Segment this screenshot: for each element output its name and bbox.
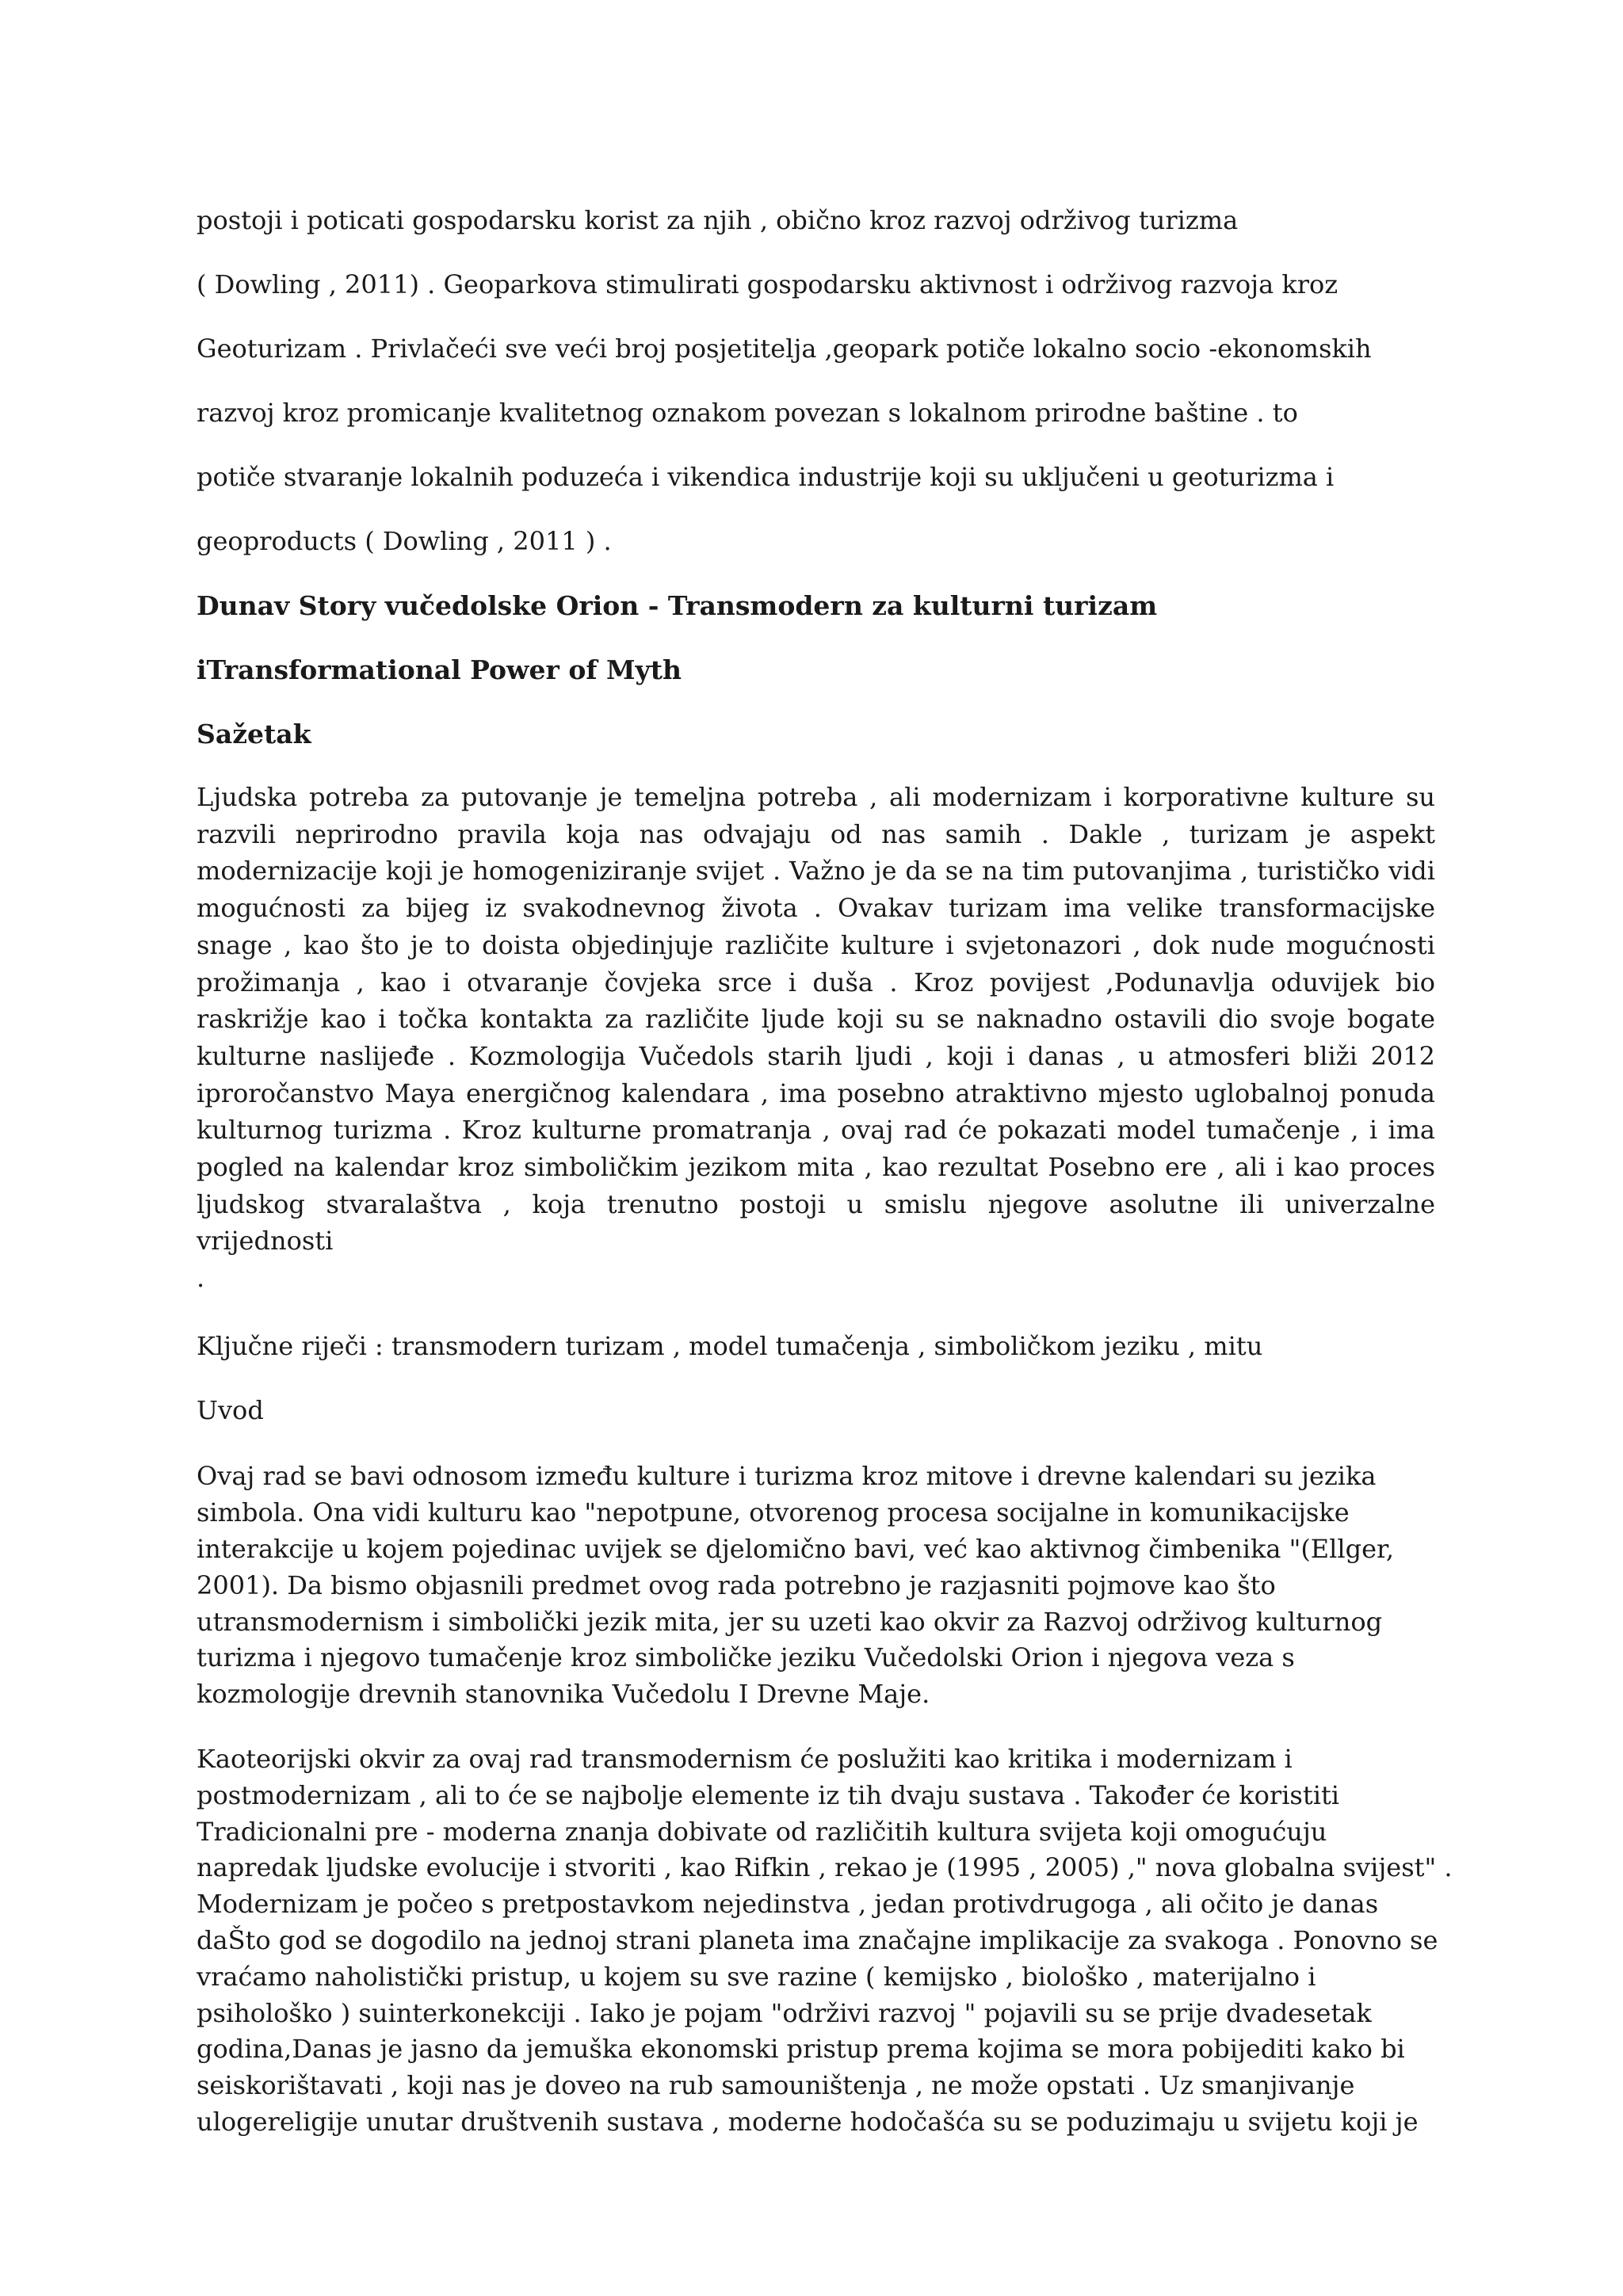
uvod-heading: Uvod: [197, 1394, 264, 1425]
text-line: Kaoteorijski okvir za ovaj rad transmodernism će poslužiti kao kritika i modernizam i: [197, 1744, 1293, 1775]
text-line: seiskorištavati , koji nas je doveo na rub samouništenja , ne može opstati . Uz smanjivanje: [197, 2070, 1355, 2101]
body-paragraph-2: [197, 1741, 1453, 2141]
abstract-paragraph: [197, 779, 1435, 1297]
article-subtitle: iTransformational Power of Myth: [197, 654, 682, 685]
text-line: Ovaj rad se bavi odnosom između kulture i turizma kroz mitove i drevne kalendari su jezika: [197, 1461, 1377, 1492]
text-line: napredak ljudske evolucije i stvoriti , kao Rifkin , rekao je (1995 , 2005) ," nova globalna svijest" .: [197, 1852, 1453, 1883]
text-line: daŠto god se dogodilo na jednoj strani planeta ima značajne implikacije za svakoga . Ponovno se: [197, 1925, 1438, 1955]
text-line: mogućnosti za bijeg iz svakodnevnog života . Ovakav turizam ima velike transformacijske: [197, 893, 1435, 924]
text-line: Geoturizam . Privlačeći sve veći broj posjetitelja ,geopark potiče lokalno socio -ekonomskih: [197, 334, 1372, 364]
keywords-line: Ključne riječi : transmodern turizam , model tumačenja , simboličkom jeziku , mitu: [197, 1330, 1263, 1361]
text-line: ljudskog stvaralaštva , koja trenutno postoji u smislu njegove asolutne ili univerzalne vrijednosti: [197, 1188, 1435, 1257]
text-line: vraćamo naholistički pristup, u kojem su sve razine ( kemijsko , biološko , materijalno i: [197, 1961, 1316, 1992]
body-paragraph-1: [197, 1459, 1435, 1713]
text-line: iproročanstvo Maya energičnog kalendara , ima posebno atraktivno mjesto uglobalnoj ponuda: [197, 1077, 1435, 1108]
text-line: Ljudska potreba za putovanje je temeljna potreba , ali modernizam i korporativne kulture su: [197, 782, 1435, 812]
text-line: interakcije u kojem pojedinac uvijek se djelomično bavi, već kao aktivnog čimbenika "(Ellger,: [197, 1534, 1394, 1565]
text-line: godina,Danas je jasno da jemuška ekonomski pristup prema kojima se mora pobijediti kako bi: [197, 2034, 1405, 2065]
text-line: psihološko ) suinterkonekciji . Iako je pojam "održivi razvoj " pojavili su se prije dvadesetak: [197, 1997, 1372, 2028]
text-line: 2001). Da bismo objasnili predmet ovog rada potrebno je razjasniti pojmove kao što: [197, 1569, 1276, 1600]
text-line: postmodernizam , ali to će se najbolje elemente iz tih dvaju sustava . Također će koristiti: [197, 1779, 1340, 1810]
abstract-heading: Sažetak: [197, 719, 311, 749]
text-line: raskrižje kao i točka kontakta za različite ljude koji su se naknadno ostavili dio svoje bogate: [197, 1004, 1435, 1035]
text-line: prožimanja , kao i otvaranje čovjeka srce i duša . Kroz povijest ,Podunavlja oduvijek bio: [197, 967, 1435, 997]
text-line: geoproducts ( Dowling , 2011 ) .: [197, 526, 612, 556]
intro-paragraph: [197, 189, 1435, 574]
document-page: [197, 189, 1453, 2141]
text-line: turizma i njegovo tumačenje kroz simboličke jeziku Vučedolski Orion i njegova veza s: [197, 1642, 1295, 1673]
text-line: simbola. Ona vidi kulturu kao "nepotpune, otvorenog procesa socijalne in komunikacijske: [197, 1497, 1350, 1528]
article-title: Dunav Story vučedolske Orion - Transmodern za kulturni turizam: [197, 590, 1158, 621]
text-line: kulturne naslijeđe . Kozmologija Vučedols starih ljudi , koji i danas , u atmosferi bliži 2012: [197, 1040, 1435, 1071]
text-line: potiče stvaranje lokalnih poduzeća i vikendica industrije koji su uključeni u geoturizma i: [197, 462, 1335, 492]
text-line: Modernizam je počeo s pretpostavkom nejedinstva , jedan protivdrugoga , ali očito je danas: [197, 1889, 1379, 1920]
text-line: ( Dowling , 2011) . Geoparkova stimulirati gospodarsku aktivnost i održivog razvoja kroz: [197, 269, 1338, 299]
text-line: snage , kao što je to doista objedinjuje različite kulture i svjetonazori , dok nude mogućnosti: [197, 929, 1435, 960]
text-line: utransmodernism i simbolički jezik mita, jer su uzeti kao okvir za Razvoj održivog kulturnog: [197, 1606, 1383, 1637]
text-line: razvili neprirodno pravila koja nas odvajaju od nas samih . Dakle , turizam je aspekt: [197, 818, 1435, 849]
text-line: razvoj kroz promicanje kvalitetnog oznakom povezan s lokalnom prirodne baštine . to: [197, 398, 1298, 428]
text-line: postoji i poticati gospodarsku korist za njih , obično kroz razvoj održivog turizma: [197, 205, 1239, 235]
text-line: ulogereligije unutar društvenih sustava , moderne hodočašća su se poduzimaju u svijetu koji je: [197, 2106, 1419, 2137]
text-line: Tradicionalni pre - moderna znanja dobivate od različitih kultura svijeta koji omogućuju: [197, 1816, 1327, 1847]
text-line: .: [197, 1263, 205, 1294]
text-line: kulturnog turizma . Kroz kulturne promatranja , ovaj rad će pokazati model tumačenje , i ima: [197, 1115, 1435, 1146]
text-line: kozmologije drevnih stanovnika Vučedolu I Drevne Maje.: [197, 1679, 930, 1710]
text-line: pogled na kalendar kroz simboličkim jezikom mita , kao rezultat Posebno ere , ali i kao proces: [197, 1152, 1435, 1183]
text-line: modernizacije koji je homogeniziranje svijet . Važno je da se na tim putovanjima , turističko vidi: [197, 856, 1435, 887]
